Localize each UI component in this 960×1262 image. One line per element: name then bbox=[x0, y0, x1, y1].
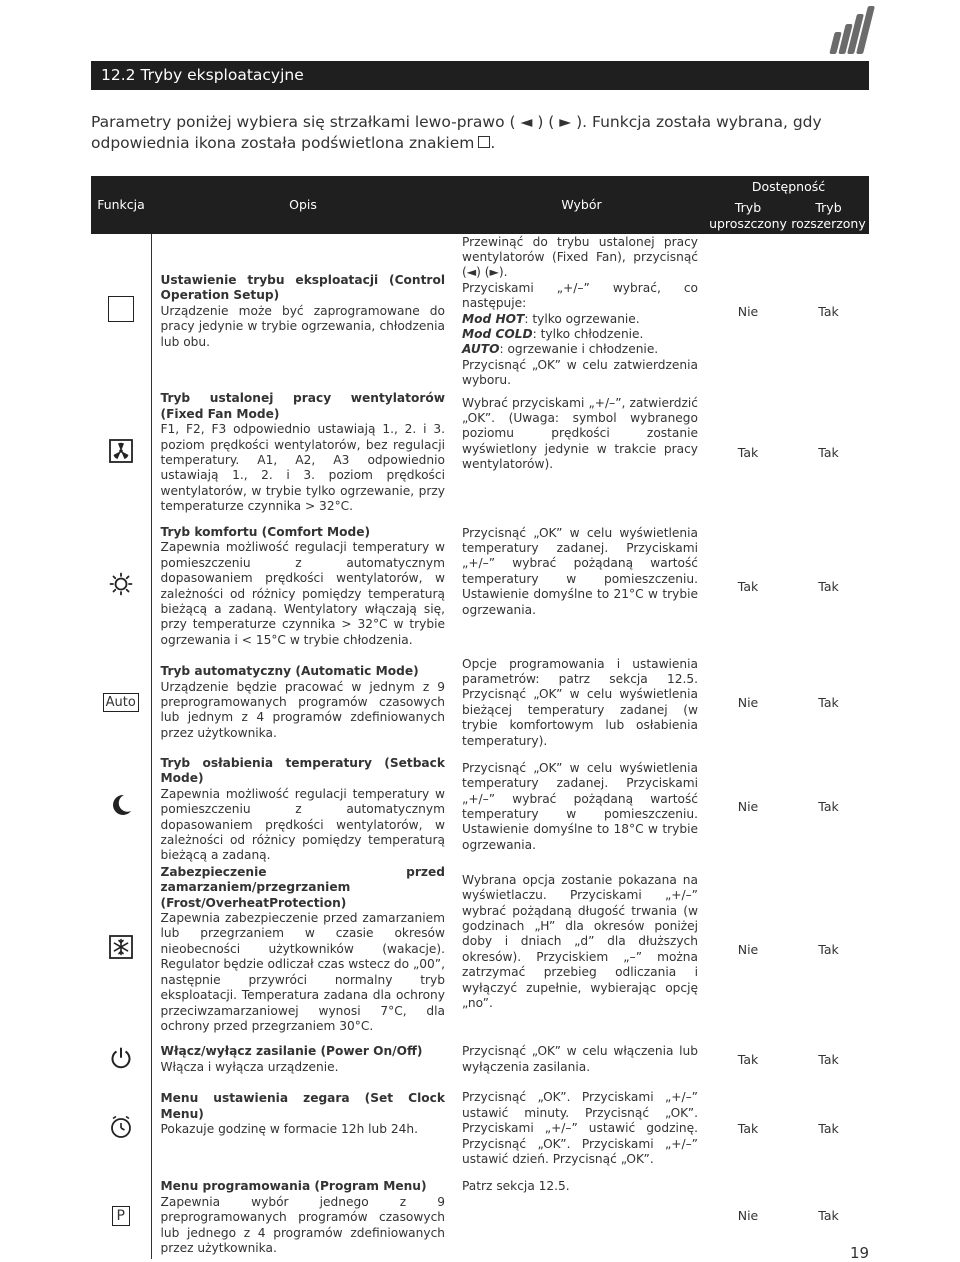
mode-hot-desc: : tylko ogrzewanie. bbox=[524, 311, 640, 326]
row-title: Menu ustawienia zegara (Set Clock Menu) bbox=[160, 1091, 445, 1121]
header-uproszczony-label: uproszczony bbox=[709, 215, 787, 231]
selection-line: Przewinąć do trybu ustalonej pracy wentylatorów (Fixed Fan), przycisnąć (◄) (►). bbox=[462, 234, 698, 280]
auto-icon: Auto bbox=[103, 693, 139, 712]
description-cell bbox=[151, 656, 455, 749]
power-icon bbox=[109, 1046, 133, 1070]
row-description: Pokazuje godzinę w formacie 12h lub 24h. bbox=[160, 1122, 418, 1137]
row-title: Tryb automatyczny (Automatic Mode) bbox=[160, 664, 419, 679]
function-cell bbox=[91, 1035, 151, 1085]
availability-extended: Tak bbox=[788, 389, 869, 517]
header-funkcja: Funkcja bbox=[91, 176, 151, 234]
selection-cell: Przycisnąć „OK” w celu włączenia lub wyłączenia zasilania. bbox=[455, 1035, 708, 1085]
availability-extended: Tak bbox=[788, 517, 869, 656]
brand-logo bbox=[828, 4, 874, 54]
mode-cold-desc: : tylko chłodzenie. bbox=[532, 326, 644, 341]
moon-icon bbox=[110, 793, 132, 817]
selection-line: Przycisnąć „OK” w celu zatwierdzenia wyboru. bbox=[462, 357, 698, 388]
row-description: Urządzenie może być zaprogramowane do pracy jedynie w trybie ogrzewania, chłodzenia lub obu. bbox=[160, 303, 445, 349]
selection-cell: Przycisnąć „OK” w celu wyświetlenia temperatury zadanej. Przyciskami „+/–” wybrać pożądaną wartość temperatury w pomieszczeniu. Ustawienie domyślne to 18°C w trybie ogrzewania. bbox=[455, 750, 708, 865]
selection-cell: Patrz sekcja 12.5. bbox=[455, 1173, 708, 1259]
row-title: Tryb osłabienia temperatury (Setback Mode) bbox=[160, 756, 445, 786]
selection-cell: Opcje programowania i ustawienia parametrów: patrz sekcja 12.5. Przycisnąć „OK” w celu wyświetlenia bieżącej temperatury zadanej (w trybie komfortowym lub osłabienia temperatury). bbox=[455, 656, 708, 749]
mode-auto-desc: : ogrzewanie i chłodzenie. bbox=[499, 342, 659, 357]
row-title: Ustawienie trybu eksploatacji (Control Operation Setup) bbox=[160, 273, 445, 303]
table-row bbox=[91, 656, 869, 749]
function-cell bbox=[91, 517, 151, 656]
selection-line bbox=[462, 312, 698, 327]
table-row bbox=[91, 1035, 869, 1085]
availability-simple: Nie bbox=[708, 234, 788, 389]
function-cell bbox=[91, 1173, 151, 1259]
selection-cell: Wybrać przyciskami „+/–”, zatwierdzić „OK”. (Uwaga: symbol wybranego poziomu prędkości zostanie wyświetlony jedynie w trakcie pracy wentylatorów). bbox=[455, 389, 708, 517]
description-cell bbox=[151, 1035, 455, 1085]
description-cell bbox=[151, 517, 455, 656]
header-tryb-uproszczony bbox=[708, 198, 788, 234]
header-opis: Opis bbox=[151, 176, 455, 234]
row-description: Zapewnia zabezpieczenie przed zamarzaniem lub przegrzaniem w czasie okresów nieobecności użytkowników (wakacje). Regulator będzie odliczał czas wstecz do „00”, następnie przywróci normalny tryb eksploatacji. Temperatura zadana dla ochrony przeciwzamarzaniowej wynosi 7°C, dla ochrony przed przegrzaniem 30°C. bbox=[160, 911, 445, 1033]
program-icon: P bbox=[112, 1206, 130, 1226]
table-row bbox=[91, 864, 869, 1034]
function-cell bbox=[91, 750, 151, 865]
row-description: Urządzenie będzie pracować w jednym z 9 preprogramowanych programów czasowych lub jednym z 4 programów zdefiniowanych przez użytkownika. bbox=[160, 679, 445, 740]
square-marker-icon bbox=[478, 136, 490, 148]
availability-extended: Tak bbox=[788, 656, 869, 749]
selection-line: Przyciskami „+/–” wybrać, co następuje: bbox=[462, 280, 698, 311]
availability-extended: Tak bbox=[788, 1035, 869, 1085]
header-tryb-label: Tryb bbox=[815, 199, 842, 215]
row-description: Zapewnia wybór jednego z 9 preprogramowanych programów czasowych lub jednego z 4 programów zdefiniowanych przez użytkownika. bbox=[160, 1194, 445, 1255]
square-outline-icon bbox=[108, 296, 134, 322]
header-wybor: Wybór bbox=[455, 176, 708, 234]
availability-simple: Nie bbox=[708, 656, 788, 749]
description-cell bbox=[151, 750, 455, 865]
row-description: Zapewnia możliwość regulacji temperatury w pomieszczeniu z automatycznym dopasowaniem prędkości wentylatorów, w zależności od różnicy pomiędzy temperaturą bieżącą a zadaną. Wentylatory włączają się, przy temperaturze czynnika > 32°C w trybie ogrzewania i < 15°C w trybie chłodzenia. bbox=[160, 540, 445, 647]
function-cell bbox=[91, 656, 151, 749]
availability-simple: Tak bbox=[708, 1085, 788, 1173]
page-number: 19 bbox=[850, 1244, 870, 1262]
availability-simple: Tak bbox=[708, 1035, 788, 1085]
function-cell bbox=[91, 389, 151, 517]
header-tryb-label: Tryb bbox=[734, 199, 762, 215]
sun-comfort-icon bbox=[109, 572, 133, 596]
mode-auto-label: AUTO bbox=[462, 342, 500, 357]
row-title: Włącz/wyłącz zasilanie (Power On/Off) bbox=[160, 1044, 423, 1059]
selection-cell: Wybrana opcja zostanie pokazana na wyświetlaczu. Przyciskami „+/–” wybrać pożądaną długość trwania (w godzinach „H” dla okresów poniżej doby i dniach „d” dla dłuższych okresów). Przyciskiem „–” można zatrzymać przebieg odliczania i wyłączyć zupełnie, wybierając opcję „no”. bbox=[455, 864, 708, 1034]
description-cell bbox=[151, 864, 455, 1034]
selection-line bbox=[462, 342, 698, 357]
availability-simple: Nie bbox=[708, 750, 788, 865]
intro-text: Parametry poniżej wybiera się strzałkami lewo-prawo ( ◄ ) ( ► ). Funkcja została wybrana, gdy odpowiednia ikona została podświetlona znakiem bbox=[91, 113, 822, 152]
row-description: F1, F2, F3 odpowiednio ustawiają 1., 2. i 3. poziom prędkości wentylatorów, bez regulacji temperatury. A1, A2, A3 odpowiednio ustawiają 1., 2. i 3. poziom prędkości wentylatorów, w trybie tylko ogrzewanie, przy temperaturze czynnika > 32°C. bbox=[160, 422, 445, 514]
table-row bbox=[91, 517, 869, 656]
row-title: Menu programowania (Program Menu) bbox=[160, 1179, 427, 1194]
function-cell bbox=[91, 1085, 151, 1173]
row-title: Tryb komfortu (Comfort Mode) bbox=[160, 524, 371, 539]
availability-extended: Tak bbox=[788, 1085, 869, 1173]
row-description: Zapewnia możliwość regulacji temperatury w pomieszczeniu z automatycznym dopasowaniem prędkości wentylatorów, w zależności od różnicy pomiędzy temperaturą bieżącą a zadaną. bbox=[160, 786, 445, 863]
function-cell bbox=[91, 234, 151, 389]
function-cell bbox=[91, 864, 151, 1034]
mode-hot-label: Mod HOT bbox=[462, 311, 525, 326]
description-cell bbox=[151, 234, 455, 389]
row-title: Zabezpieczenie przed zamarzaniem/przegrzaniem (Frost/OverheatProtection) bbox=[160, 864, 445, 910]
availability-simple: Nie bbox=[708, 1173, 788, 1259]
selection-cell: Przycisnąć „OK” w celu wyświetlenia temperatury zadanej. Przyciskami „+/–” wybrać pożądaną wartość temperatury w pomieszczeniu. Ustawienie domyślne to 21°C w trybie ogrzewania. bbox=[455, 517, 708, 656]
intro-paragraph: Parametry poniżej wybiera się strzałkami lewo-prawo ( ◄ ) ( ► ). Funkcja została wybrana, gdy odpowiednia ikona została podświetlona znakiem . bbox=[91, 113, 822, 152]
row-description: Włącza i wyłącza urządzenie. bbox=[160, 1059, 339, 1074]
header-rozszerzony-label: rozszerzony bbox=[791, 215, 866, 231]
description-cell bbox=[151, 1173, 455, 1259]
header-dostepnosc: Dostępność bbox=[708, 176, 869, 198]
clock-icon bbox=[109, 1115, 133, 1139]
description-cell bbox=[151, 1085, 455, 1173]
availability-extended: Tak bbox=[788, 750, 869, 865]
selection-cell bbox=[455, 234, 708, 389]
mode-cold-label: Mod COLD bbox=[462, 326, 533, 341]
description-cell bbox=[151, 389, 455, 517]
fan-icon bbox=[109, 439, 133, 463]
table-row bbox=[91, 750, 869, 865]
availability-extended: Tak bbox=[788, 1173, 869, 1259]
table-row bbox=[91, 1085, 869, 1173]
snowflake-icon bbox=[109, 935, 133, 959]
header-tryb-rozszerzony bbox=[788, 198, 869, 234]
section-title: 12.2 Tryby eksploatacyjne bbox=[91, 61, 869, 90]
availability-extended: Tak bbox=[788, 864, 869, 1034]
availability-simple: Tak bbox=[708, 517, 788, 656]
selection-line bbox=[462, 327, 698, 342]
availability-simple: Nie bbox=[708, 864, 788, 1034]
availability-simple: Tak bbox=[708, 389, 788, 517]
availability-extended: Tak bbox=[788, 234, 869, 389]
row-title: Tryb ustalonej pracy wentylatorów (Fixed Fan Mode) bbox=[160, 391, 445, 421]
selection-cell: Przycisnąć „OK”. Przyciskami „+/–” ustawić minuty. Przycisnąć „OK”. Przyciskami „+/–” ustawić godzinę. Przycisnąć „OK”. Przyciskami „+/–” ustawić dzień. Przycisnąć „OK”. bbox=[455, 1085, 708, 1173]
table-row bbox=[91, 1173, 869, 1259]
table-row bbox=[91, 234, 869, 389]
table-row bbox=[91, 389, 869, 517]
operation-modes-table bbox=[91, 176, 869, 1259]
